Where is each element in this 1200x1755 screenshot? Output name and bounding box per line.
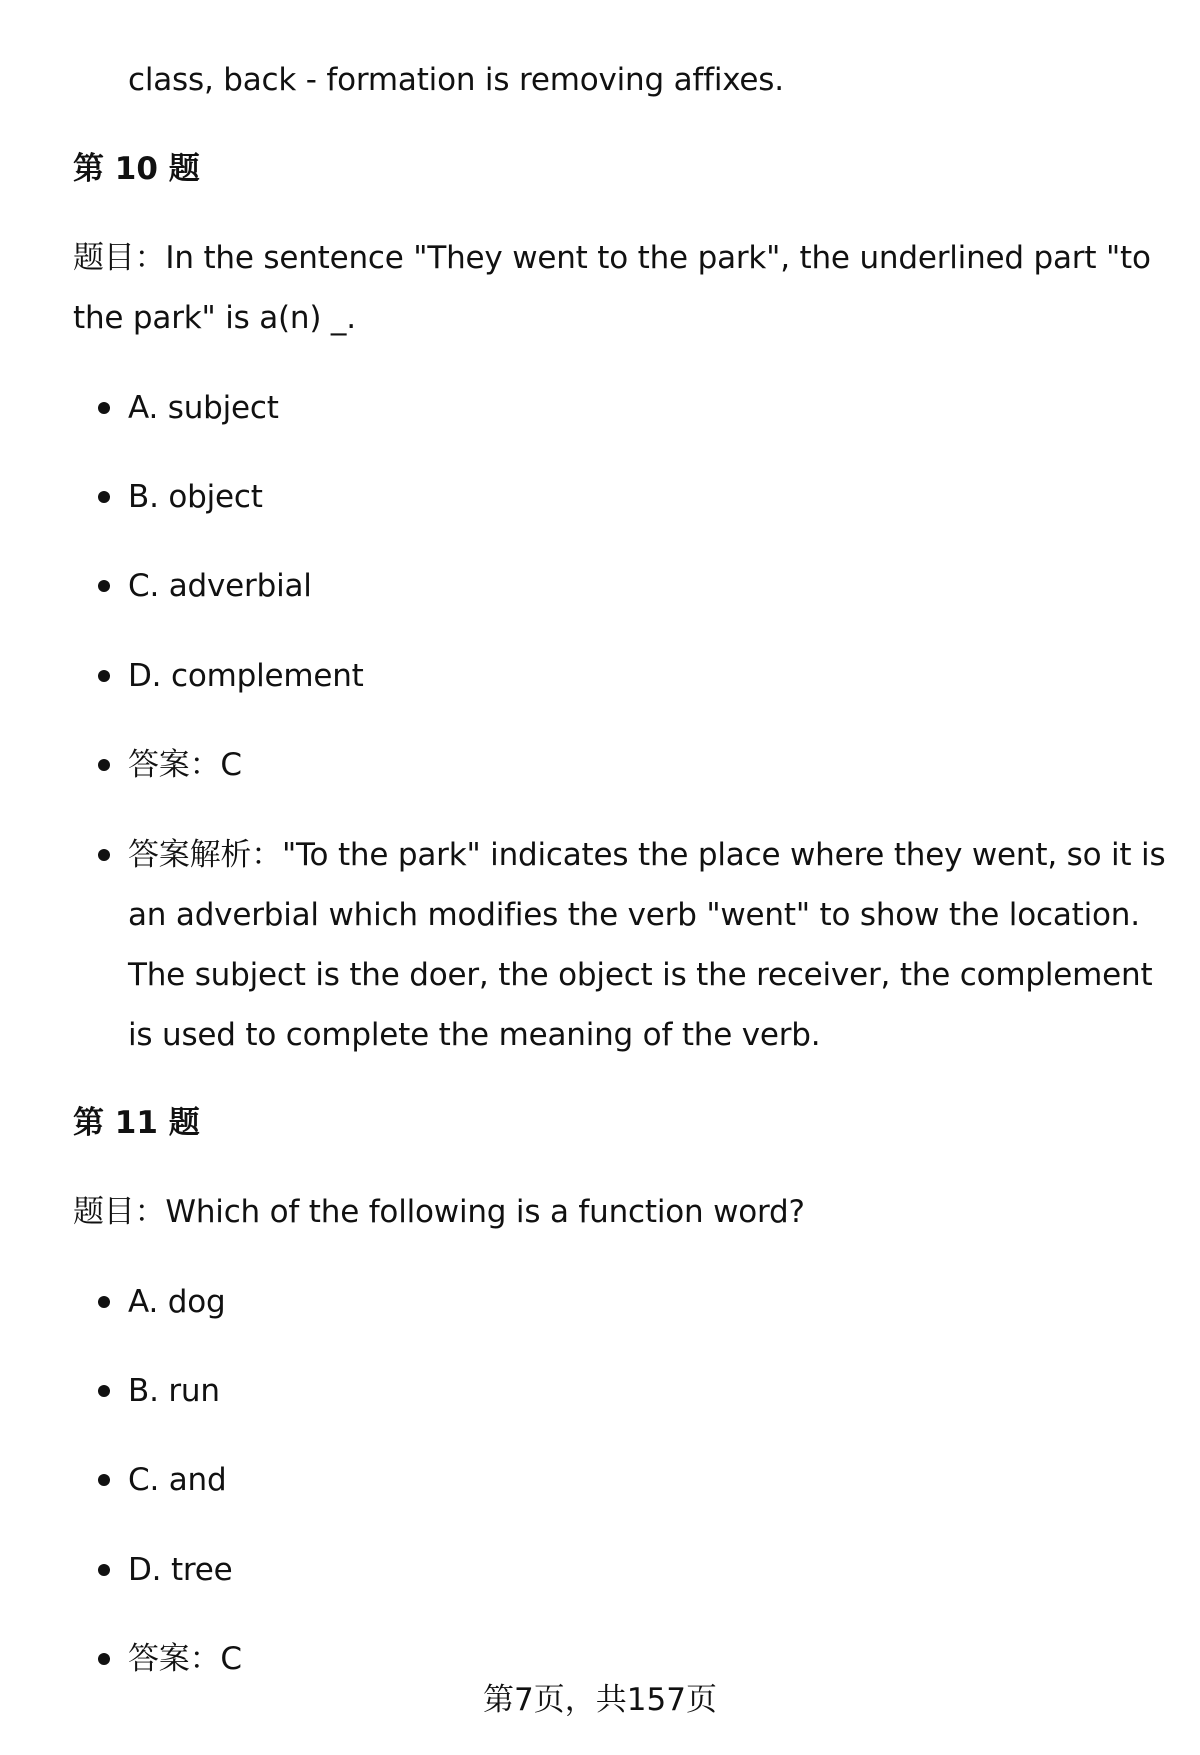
question-10-option-b: B. object <box>128 479 263 515</box>
question-11-option-d: D. tree <box>128 1552 233 1588</box>
question-10-heading: 第 10 题 <box>73 151 200 187</box>
bullet-icon <box>98 670 110 682</box>
question-11-answer: 答案：C <box>128 1641 242 1677</box>
question-11-option-a: A. dog <box>128 1284 226 1320</box>
question-11-stem: 题目：Which of the following is a function word? <box>73 1194 805 1230</box>
bullet-icon <box>98 1653 110 1665</box>
bullet-icon <box>98 1385 110 1397</box>
page-number-footer: 第7页，共157页 <box>483 1682 717 1718</box>
question-10-option-d: D. complement <box>128 658 364 694</box>
question-10-explanation: 答案解析："To the park" indicates the place where they went, so it is an adverbial which modifies the verb "went" to show the location. The subject is the doer, the object is the receiver, the complement is used to complete the meaning of the verb. <box>128 837 1166 1053</box>
bullet-icon <box>98 1564 110 1576</box>
bullet-icon <box>98 759 110 771</box>
bullet-icon <box>98 402 110 414</box>
carryover-text: class, back - formation is removing affixes. <box>128 62 784 98</box>
question-11-heading: 第 11 题 <box>73 1105 200 1141</box>
question-11-option-b: B. run <box>128 1373 220 1409</box>
bullet-icon <box>98 580 110 592</box>
question-10-answer: 答案：C <box>128 747 242 783</box>
bullet-icon <box>98 1474 110 1486</box>
bullet-icon <box>98 491 110 503</box>
question-10-option-a: A. subject <box>128 390 279 426</box>
bullet-icon <box>98 849 110 861</box>
question-10-stem: 题目：In the sentence "They went to the park", the underlined part "to the park" is a(n) _. <box>73 240 1151 336</box>
bullet-icon <box>98 1296 110 1308</box>
question-10-option-c: C. adverbial <box>128 568 312 604</box>
question-11-option-c: C. and <box>128 1462 227 1498</box>
